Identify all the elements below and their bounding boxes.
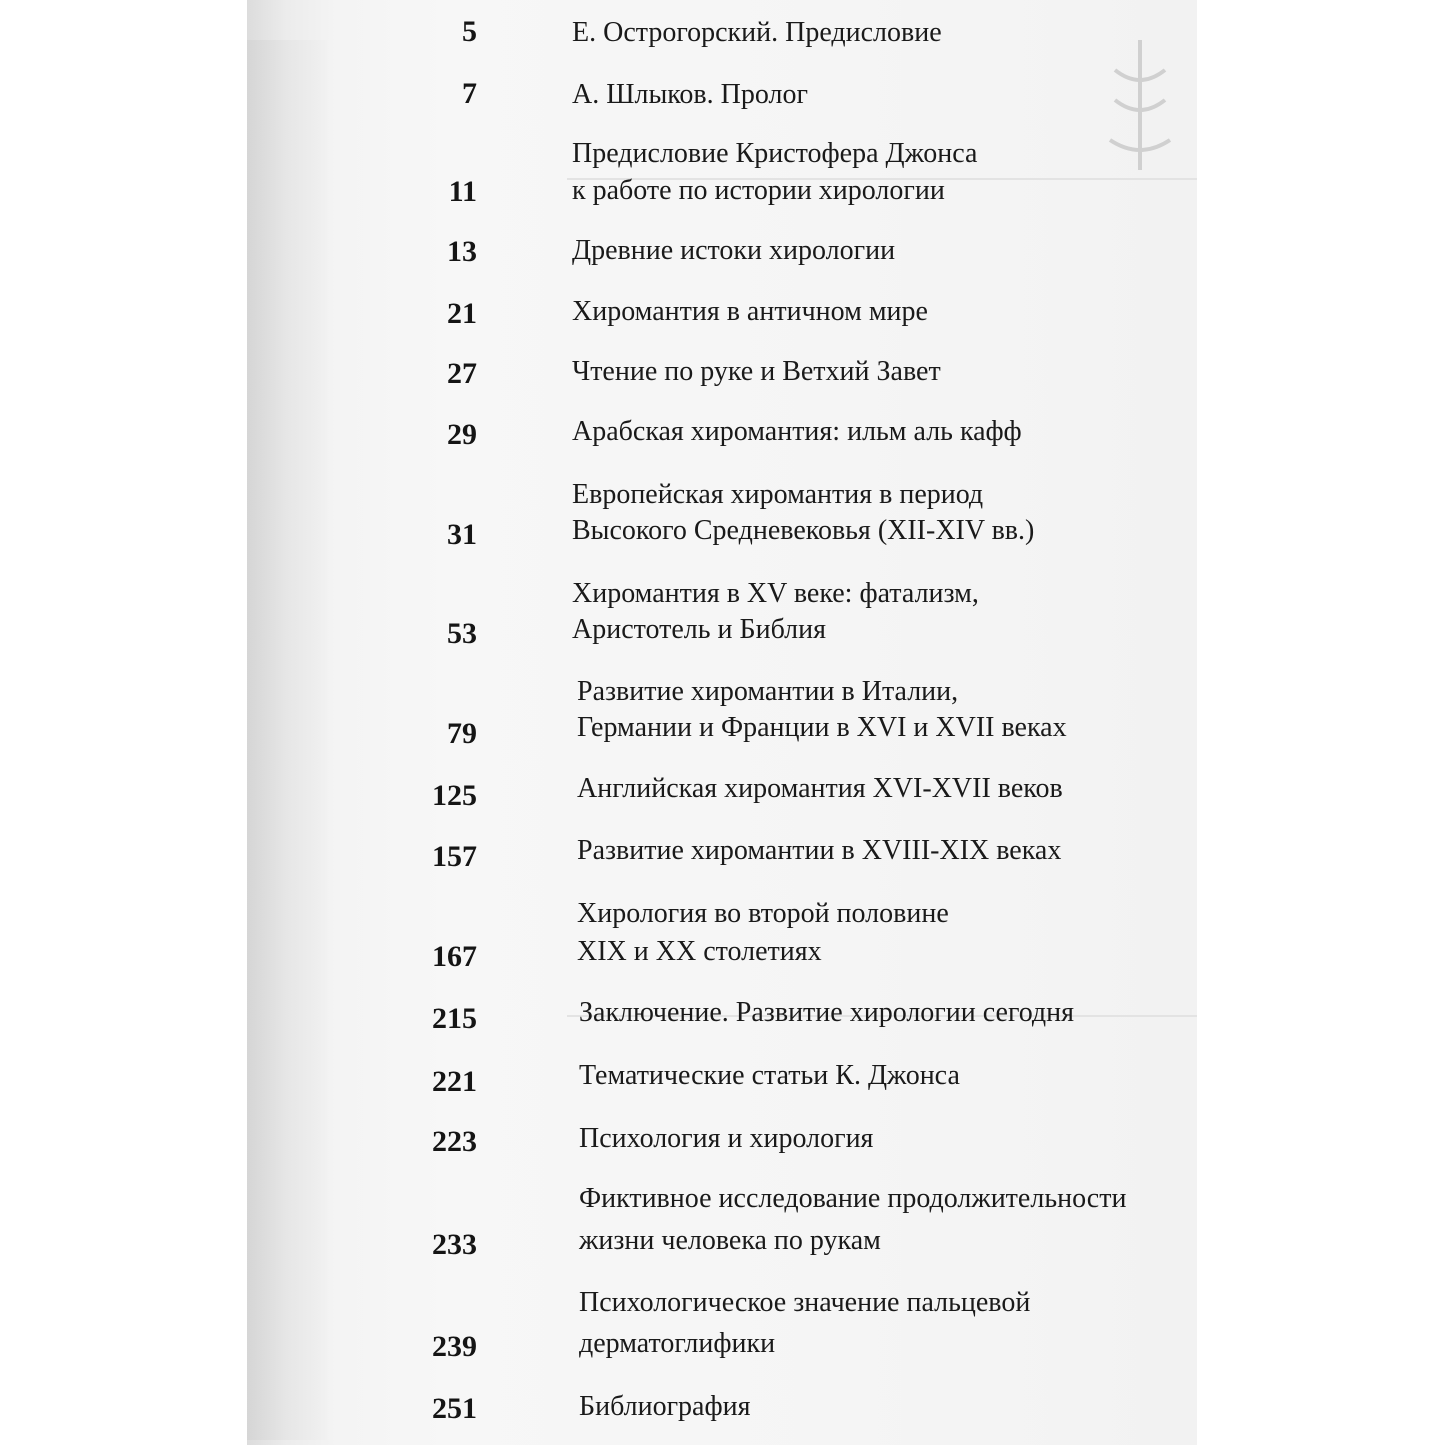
toc-page-number: 11 xyxy=(448,175,477,208)
toc-page-number: 223 xyxy=(432,1125,477,1158)
toc-entry-title: к работе по истории хирологии xyxy=(572,175,945,206)
toc-entry-title: Е. Острогорский. Предисловие xyxy=(572,17,942,48)
toc-page-number: 31 xyxy=(447,518,477,551)
toc-entry-title: Тематические статьи К. Джонса xyxy=(579,1060,960,1091)
toc-page-number: 29 xyxy=(447,418,477,451)
toc-entry-title: Арабская хиромантия: ильм аль кафф xyxy=(572,416,1022,447)
toc-entry-title: Хиромантия в античном мире xyxy=(572,296,928,327)
toc-entry-title: дерматоглифики xyxy=(579,1328,776,1359)
toc-entry-title: Германии и Франции в XVI и XVII веках xyxy=(577,712,1067,743)
toc-entry-title: Библиография xyxy=(579,1391,751,1422)
toc-page-number: 167 xyxy=(432,940,477,973)
toc-page-number: 251 xyxy=(432,1392,477,1425)
toc-entry-title: XIX и XX столетиях xyxy=(577,936,822,967)
toc-entry-title: Чтение по руке и Ветхий Завет xyxy=(572,356,941,387)
toc-entry-title: Психологическое значение пальцевой xyxy=(579,1287,1031,1318)
toc-page-number: 125 xyxy=(432,779,477,812)
toc-page-number: 215 xyxy=(432,1002,477,1035)
toc-entry-title: Европейская хиромантия в период xyxy=(572,479,984,510)
toc-page-number: 5 xyxy=(462,15,477,48)
toc-entry-title: Предисловие Кристофера Джонса xyxy=(572,138,978,169)
toc-entry-title: Хиромантия в XV веке: фатализм, xyxy=(572,578,979,609)
toc-entry-title: Заключение. Развитие хирологии сегодня xyxy=(579,997,1075,1028)
toc-entry-title: Фиктивное исследование продолжительности xyxy=(579,1183,1127,1214)
toc-page-number: 233 xyxy=(432,1228,477,1261)
toc-page-number: 239 xyxy=(432,1330,477,1363)
toc-entry-title: Хирология во второй половине xyxy=(577,898,949,929)
toc-entry-title: Древние истоки хирологии xyxy=(572,235,896,266)
toc-page-number: 221 xyxy=(432,1065,477,1098)
toc-entry-title: жизни человека по рукам xyxy=(579,1225,881,1256)
book-page xyxy=(247,0,1197,1445)
toc-entry-title: Аристотель и Библия xyxy=(572,614,826,645)
toc-page-number: 53 xyxy=(447,617,477,650)
toc-entry-title: Психология и хирология xyxy=(579,1123,874,1154)
toc-entry-title: Английская хиромантия XVI-XVII веков xyxy=(577,773,1063,804)
toc-entry-title: Высокого Средневековья (XII-XIV вв.) xyxy=(572,515,1035,546)
toc-entry-title: Развитие хиромантии в XVIII-XIX веках xyxy=(577,835,1062,866)
toc-page-number: 13 xyxy=(447,235,477,268)
toc-page-number: 27 xyxy=(447,357,477,390)
toc-page-number: 21 xyxy=(447,297,477,330)
toc-page-number: 7 xyxy=(462,77,477,110)
toc-page-number: 79 xyxy=(447,717,477,750)
toc-entry-title: Развитие хиромантии в Италии, xyxy=(577,676,959,707)
toc-page-number: 157 xyxy=(432,840,477,873)
toc-entry-title: А. Шлыков. Пролог xyxy=(572,79,808,110)
show-through-emblem-icon xyxy=(1085,30,1195,180)
